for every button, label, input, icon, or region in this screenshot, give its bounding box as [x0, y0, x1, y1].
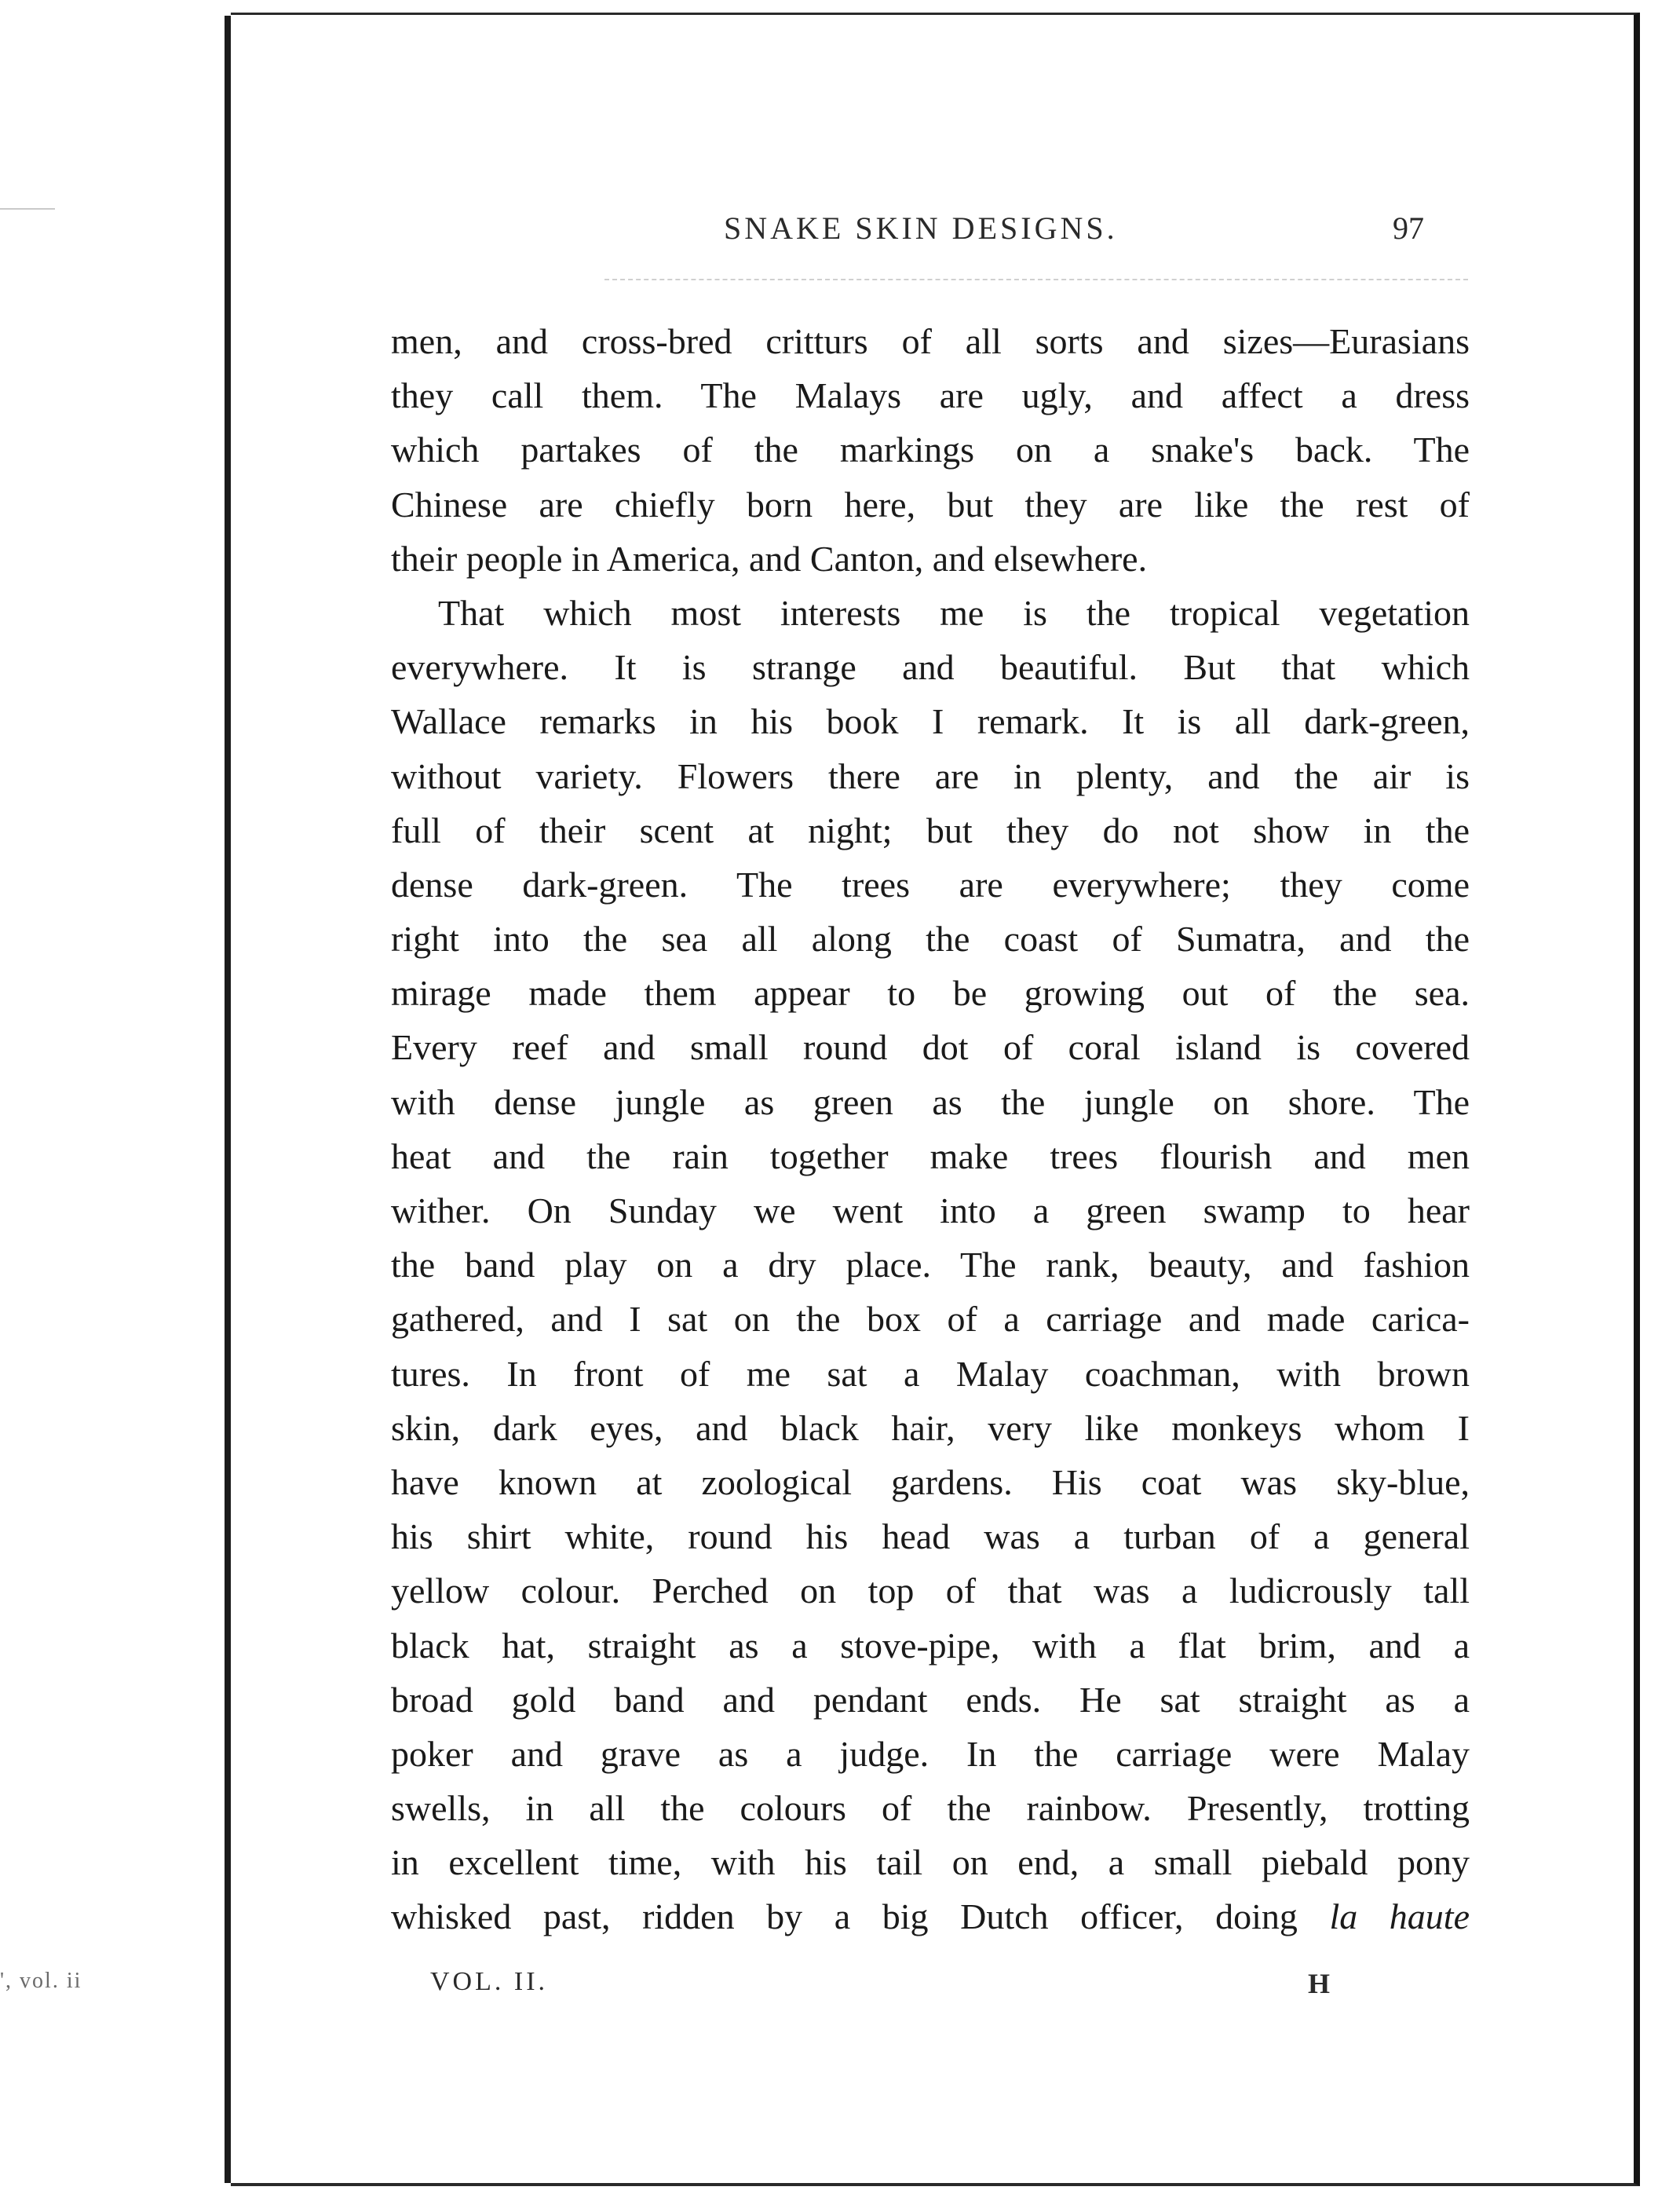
text-line: Wallace remarks in his book I remark. It is all dark-green,	[391, 701, 1470, 742]
text-line: mirage made them appear to be growing out of the sea.	[391, 973, 1470, 1014]
left-page-fragment: ', vol. ii	[0, 1969, 82, 1993]
text-line: which partakes of the markings on a snake's back. The	[391, 430, 1470, 470]
text-line: the band play on a dry place. The rank, beauty, and fashion	[391, 1245, 1470, 1285]
text-line: full of their scent at night; but they do not show in the	[391, 810, 1470, 850]
text-line: skin, dark eyes, and black hair, very like monkeys whom I	[391, 1407, 1470, 1448]
text-line: tures. In front of me sat a Malay coachman, with brown	[391, 1353, 1470, 1394]
paragraph-2	[391, 586, 1470, 1944]
text-line: gathered, and I sat on the box of a carriage and made carica-	[391, 1299, 1470, 1340]
text-line: they call them. The Malays are ugly, and affect a dress	[391, 375, 1470, 416]
text-line: poker and grave as a judge. In the carriage were Malay	[391, 1733, 1470, 1774]
book-gutter	[225, 16, 231, 2183]
text-line: dense dark-green. The trees are everywhere; they come	[391, 864, 1470, 905]
text-line: That which most interests me is the tropical vegetation	[438, 592, 1470, 633]
italic-phrase: la haute	[1329, 1896, 1470, 1937]
text-line: have known at zoological gardens. His coat was sky-blue,	[391, 1461, 1470, 1502]
left-page-rule	[0, 208, 55, 210]
text-line: in excellent time, with his tail on end, a small piebald pony	[391, 1842, 1470, 1883]
text-line: everywhere. It is strange and beautiful. But that which	[391, 647, 1470, 688]
text-line: yellow colour. Perched on top of that was a ludicrously tall	[391, 1571, 1470, 1611]
volume-signature: VOL. II.	[430, 1967, 549, 1996]
text-line: wither. On Sunday we went into a green swamp to hear	[391, 1190, 1470, 1230]
text-line: without variety. Flowers there are in plenty, and the air is	[391, 755, 1470, 796]
left-page	[0, 16, 229, 2183]
text-line: broad gold band and pendant ends. He sat straight as a	[391, 1679, 1470, 1720]
text-line-last	[391, 1889, 1470, 1944]
text-line: Every reef and small round dot of coral island is covered	[391, 1027, 1470, 1068]
text-line: his shirt white, round his head was a turban of a general	[391, 1516, 1470, 1557]
text-line: their people in America, and Canton, and elsewhere.	[391, 538, 1148, 579]
running-title: SNAKE SKIN DESIGNS.	[724, 210, 1118, 246]
text-line: black hat, straight as a stove-pipe, with a flat brim, and a	[391, 1625, 1470, 1666]
page-body	[391, 314, 1470, 1944]
text-line: heat and the rain together make trees flourish and men	[391, 1135, 1470, 1176]
text-line: swells, in all the colours of the rainbow. Presently, trotting	[391, 1788, 1470, 1829]
paragraph-1	[391, 314, 1470, 586]
page-number: 97	[1393, 210, 1424, 246]
header-rule	[604, 279, 1468, 280]
signature-letter: H	[1308, 1968, 1331, 1999]
text-line: men, and cross-bred critturs of all sorts and sizes—Eurasians	[391, 321, 1470, 361]
text-line: with dense jungle as green as the jungle on shore. The	[391, 1081, 1470, 1122]
text-line: Chinese are chiefly born here, but they are like the rest of	[391, 484, 1470, 525]
text-line-main: whisked past, ridden by a big Dutch officer, doing	[391, 1896, 1298, 1937]
text-line: right into the sea all along the coast of Sumatra, and the	[391, 919, 1470, 960]
